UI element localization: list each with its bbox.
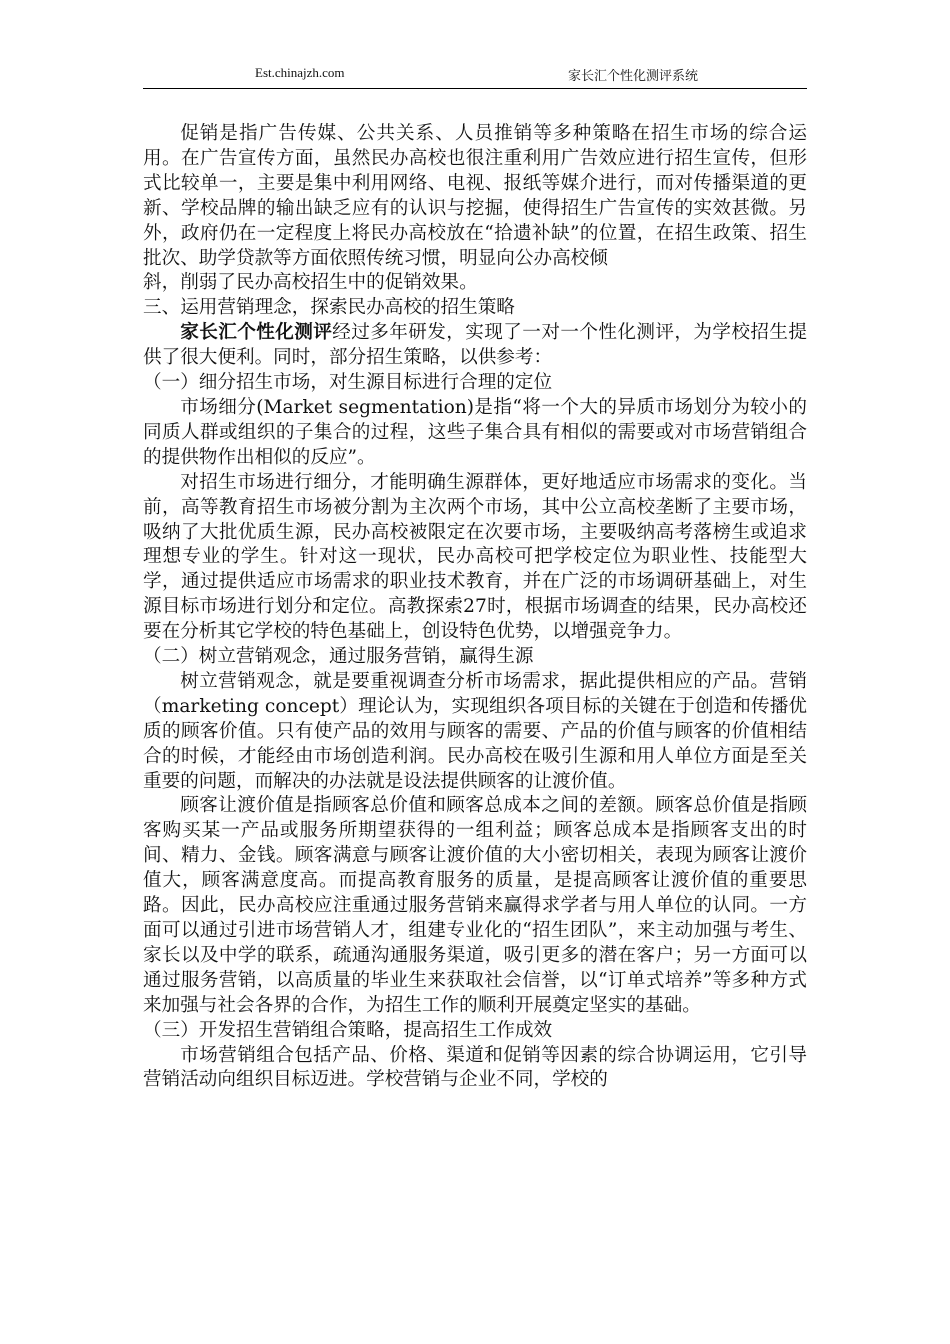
- paragraph-market-division: 对招生市场进行细分，才能明确生源群体，更好地适应市场需求的变化。当前，高等教育招生市场被分割为主次两个市场，其中公立高校垄断了主要市场，吸纳了大批优质生源，民办高校被限定在次要市场，主要吸纳高考落榜生或追求理想专业的学生。针对这一现状，民办高校可把学校定位为职业性、技能型大学，通过提供适应市场需求的职业技术教育，并在广泛的市场调研基础上，对生源目标市场进行划分和定位。高教探索27时，根据市场调查的结果，民办高校还要在分析其它学校的特色基础上，创设特色优势，以增强竞争力。: [143, 471, 807, 643]
- paragraph-promotion: 促销是指广告传媒、公共关系、人员推销等多种策略在招生市场的综合运用。在广告宣传方面，虽然民办高校也很注重利用广告效应进行招生宣传，但形式比较单一，主要是集中利用网络、电视、报纸等媒介进行，而对传播渠道的更新、学校品牌的输出缺乏应有的认识与挖掘，使得招生广告宣传的实效甚微。另外，政府仍在一定程度上将民办高校放在“拾遗补缺”的位置，在招生政策、招生批次、助学贷款等方面依照传统习惯，明显向公办高校倾: [143, 123, 807, 269]
- document-body: [143, 122, 807, 1093]
- paragraph-evaluation-system: [143, 321, 807, 371]
- page-header: [143, 62, 807, 89]
- paragraph-market-segmentation: 市场细分(Market segmentation)是指“将一个大的异质市场划分为较小的同质人群或组织的子集合的过程，这些子集合具有相似的需要或对市场营销组合的提供物作出相似的反应”。: [143, 396, 807, 468]
- section-heading-3: 三、运用营销理念，探索民办高校的招生策略: [143, 297, 515, 319]
- paragraph-promotion-tail: 斜，削弱了民办高校招生中的促销效果。: [143, 272, 478, 294]
- header-site: Est.chinajzh.com: [255, 65, 345, 80]
- subsection-heading-1: （一）细分招生市场，对生源目标进行合理的定位: [143, 372, 553, 394]
- paragraph-marketing-mix: 市场营销组合包括产品、价格、渠道和促销等因素的综合协调运用，它引导营销活动向组织目标迈进。学校营销与企业不同，学校的: [143, 1044, 807, 1091]
- header-system-name: 家长汇个性化测评系统: [568, 68, 699, 83]
- subsection-heading-3: （三）开发招生营销组合策略，提高招生工作成效: [143, 1019, 553, 1041]
- paragraph-evaluation-text: 经过多年研发，实现了一对一个性化测评，为学校招生提供了很大便利。同时，部分招生策略，以供参考：: [143, 322, 807, 369]
- paragraph-marketing-concept: 树立营销观念，就是要重视调查分析市场需求，据此提供相应的产品。营销（marketing concept）理论认为，实现组织各项目标的关键在于创造和传播优质的顾客价值。只有使产品的效用与顾客的需要、产品的价值与顾客的价值相结合的时候，才能经由市场创造利润。民办高校在吸引生源和用人单位方面是至关重要的问题，而解决的办法就是设法提供顾客的让渡价值。: [143, 670, 807, 792]
- paragraph-customer-value: 顾客让渡价值是指顾客总价值和顾客总成本之间的差额。顾客总价值是指顾客购买某一产品或服务所期望获得的一组利益；顾客总成本是指顾客支出的时间、精力、金钱。顾客满意与顾客让渡价值的大小密切相关，表现为顾客让渡价值大，顾客满意度高。而提高教育服务的质量，是提高顾客让渡价值的重要思路。因此，民办高校应注重通过服务营销来赢得求学者与用人单位的认同。一方面可以通过引进市场营销人才，组建专业化的“招生团队”，来主动加强与考生、家长以及中学的联系，疏通沟通服务渠道，吸引更多的潜在客户；另一方面可以通过服务营销，以高质量的毕业生来获取社会信誉，以“订单式培养”等多种方式来加强与社会各界的合作，为招生工作的顺利开展奠定坚实的基础。: [143, 795, 807, 1016]
- subsection-heading-2: （二）树立营销观念，通过服务营销，赢得生源: [143, 646, 534, 668]
- product-name: 家长汇个性化测评: [180, 322, 333, 344]
